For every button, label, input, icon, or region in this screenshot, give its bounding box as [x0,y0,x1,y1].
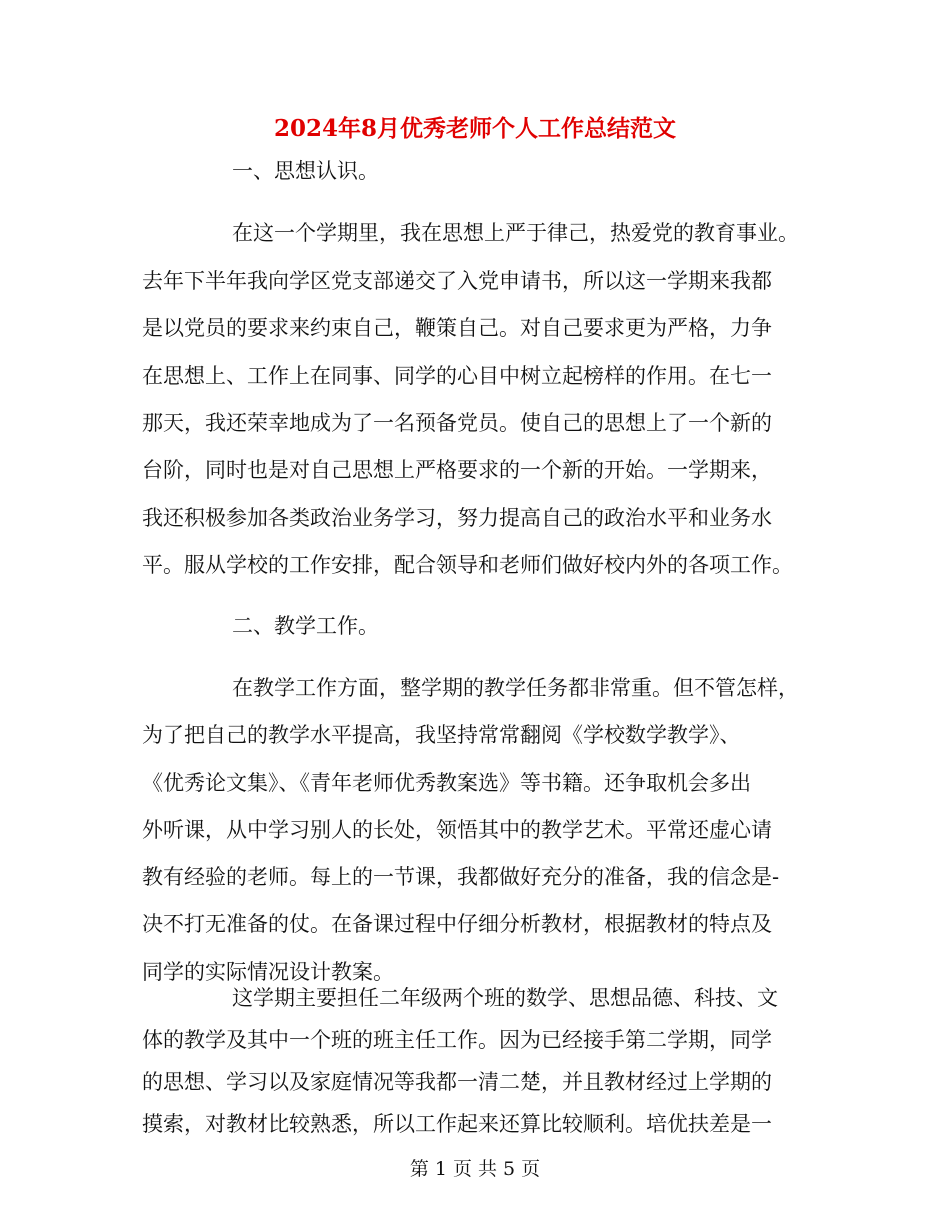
paragraph-line: 教有经验的老师。每上的一节课，我都做好充分的准备，我的信念是- [142,865,780,889]
paragraph-line: 同学的实际情况设计教案。 [142,960,394,984]
paragraph-line: 这学期主要担任二年级两个班的数学、思想品德、科技、文 [232,986,778,1010]
paragraph-line: 那天，我还荣幸地成为了一名预备党员。使自己的思想上了一个新的 [142,411,772,435]
document-title: 2024年8月优秀老师个人工作总结范文 [273,115,677,142]
paragraph-line: 是以党员的要求来约束自己，鞭策自己。对自己要求更为严格，力争 [142,316,772,340]
paragraph-line: 体的教学及其中一个班的班主任工作。因为已经接手第二学期，同学 [142,1028,772,1052]
paragraph-line: 的思想、学习以及家庭情况等我都一清二楚，并且教材经过上学期的 [142,1070,772,1094]
paragraph-line: 在教学工作方面，整学期的教学任务都非常重。但不管怎样， [232,676,799,700]
paragraph-line: 在思想上、工作上在同事、同学的心目中树立起榜样的作用。在七一 [142,364,772,388]
paragraph-line: 我还积极参加各类政治业务学习，努力提高自己的政治水平和业务水 [142,506,772,530]
paragraph-line: 平。服从学校的工作安排，配合领导和老师们做好校内外的各项工作。 [142,553,793,577]
paragraph-line: 决不打无准备的仗。在备课过程中仔细分析教材，根据教材的特点及 [142,912,772,936]
paragraph-line: 摸索，对教材比较熟悉，所以工作起来还算比较顺利。培优扶差是一 [142,1112,772,1136]
paragraph-line: 台阶，同时也是对自己思想上严格要求的一个新的开始。一学期来， [142,458,772,482]
section-heading: 一、思想认识。 [232,159,379,183]
paragraph-line: 去年下半年我向学区党支部递交了入党申请书，所以这一学期来我都 [142,269,772,293]
paragraph-line: 在这一个学期里，我在思想上严于律己，热爱党的教育事业。 [232,221,799,245]
paragraph-line: 为了把自己的教学水平提高，我坚持常常翻阅《学校数学教学》、 [142,723,741,747]
section-heading: 二、教学工作。 [232,614,379,638]
paragraph-line: 外听课，从中学习别人的长处，领悟其中的教学艺术。平常还虚心请 [142,818,772,842]
paragraph-line: 《优秀论文集》、《青年老师优秀教案选》等书籍。还争取机会多出 [142,771,751,795]
page-footer: 第 1 页 共 5 页 [409,1158,541,1180]
